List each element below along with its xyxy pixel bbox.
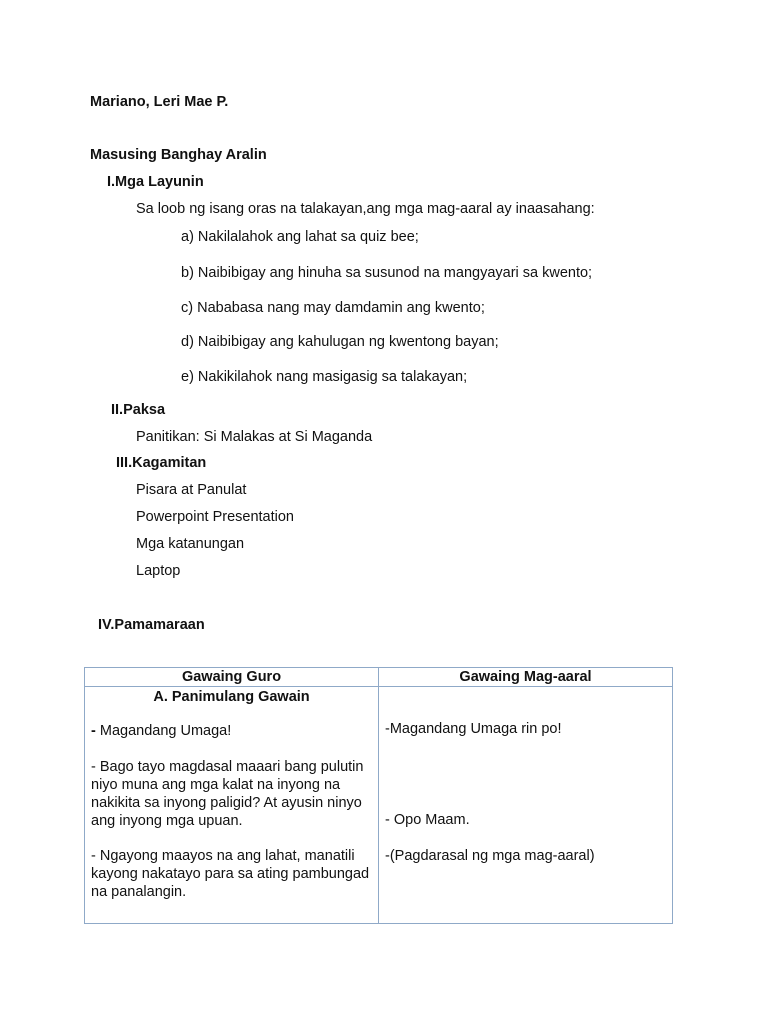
greeting-text: Magandang Umaga! — [99, 723, 232, 739]
activity-table — [84, 667, 673, 924]
kagamitan-item: Powerpoint Presentation — [136, 509, 294, 525]
mag-aaral-line-reply: - Opo Maam. — [385, 812, 470, 828]
section-heading-paksa: II.Paksa — [111, 402, 166, 418]
section-heading-kagamitan: III.Kagamitan — [116, 455, 207, 471]
document-title: Masusing Banghay Aralin — [90, 147, 267, 163]
layunin-item-e: e) Nakikilahok nang masigasig sa talakayan; — [181, 369, 468, 385]
layunin-item-d: d) Naibibigay ang kahulugan ng kwentong bayan; — [181, 334, 499, 350]
layunin-intro: Sa loob ng isang oras na talakayan,ang mga mag-aaral ay inaasahang: — [136, 201, 595, 217]
column-header-gawaing-guro: Gawaing Guro — [85, 668, 379, 687]
kagamitan-item: Mga katanungan — [136, 536, 245, 552]
guro-line-greeting — [91, 722, 370, 740]
table-row — [85, 687, 673, 924]
author-name: Mariano, Leri Mae P. — [90, 94, 229, 110]
column-header-gawaing-mag-aaral: Gawaing Mag-aaral — [379, 668, 673, 687]
panimulang-gawain-heading: A. Panimulang Gawain — [153, 689, 310, 705]
greeting-dash: - — [91, 723, 100, 739]
kagamitan-item: Laptop — [136, 563, 181, 579]
mag-aaral-line-prayer: -(Pagdarasal ng mga mag-aaral) — [385, 848, 595, 864]
layunin-item-b: b) Naibibigay ang hinuha sa susunod na mangyayari sa kwento; — [181, 265, 593, 281]
table-header-row — [85, 668, 673, 687]
guro-line-instruction: - Bago tayo magdasal maaari bang pulutin niyo muna ang mga kalat na inyong na nakikita sa inyong paligid? At ayusin ninyo ang inyong mga upuan. — [91, 759, 364, 829]
mag-aaral-line-greeting: -Magandang Umaga rin po! — [385, 721, 562, 737]
layunin-item-c: c) Nababasa nang may damdamin ang kwento; — [181, 300, 485, 316]
section-heading-layunin: I.Mga Layunin — [107, 174, 204, 190]
paksa-text: Panitikan: Si Malakas at Si Maganda — [136, 429, 373, 445]
mag-aaral-cell — [379, 687, 673, 924]
kagamitan-item: Pisara at Panulat — [136, 482, 247, 498]
guro-cell — [85, 687, 379, 924]
section-heading-pamamaraan: IV.Pamamaraan — [98, 617, 205, 633]
layunin-item-a: a) Nakilalahok ang lahat sa quiz bee; — [181, 229, 419, 245]
guro-line-prayer: - Ngayong maayos na ang lahat, manatili kayong nakatayo para sa ating pambungad na panalangin. — [91, 848, 370, 900]
